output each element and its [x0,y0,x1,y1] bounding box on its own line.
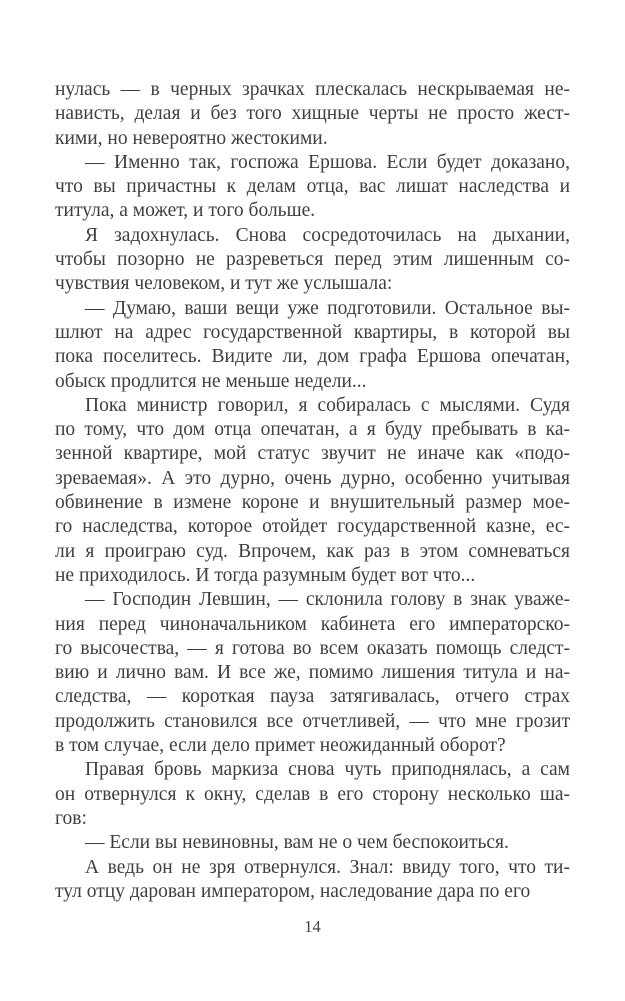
text-line: пока поселитесь. Видите ли, дом графа Ершова опечатан, [55,346,570,368]
text-line: гов: [55,807,87,829]
text-line: чтобы позорно не разреветься перед этим лишенным со- [55,249,570,271]
text-line: Я задохнулась. Снова сосредоточилась на дыхании, [85,224,570,246]
text-line: — Господин Левшин, — склонила голову в знак уваже- [85,589,570,611]
text-line: го высочества, — я готова во всем оказать помощь следст- [55,637,570,659]
text-line: чувствия человеком, и тут же услышала: [55,273,393,295]
text-line: ния перед чиноначальником кабинета его императорско- [55,613,570,635]
paragraph [55,831,570,855]
text-block [55,78,570,904]
text-line: — Если вы невиновны, вам не о чем беспокоиться. [85,832,509,854]
text-line: го наследства, которое отойдет государственной казне, ес- [55,516,570,538]
paragraph [55,78,570,151]
text-line: зенной квартире, мой статус звучит не иначе как «подо- [55,443,570,465]
text-line: нулась — в черных зрачках плескалась нескрываемая не- [55,79,570,100]
text-line: шлют на адрес государственной квартиры, в которой вы [55,321,570,343]
text-line: он отвернулся к окну, сделав в его сторону несколько ша- [55,783,570,805]
paragraph [55,394,570,588]
text-line: Пока министр говорил, я собиралась с мыслями. Судя [85,394,570,416]
text-line: вию и лично вам. И все же, помимо лишения титула и на- [55,662,570,684]
text-line: Правая бровь маркиза снова чуть приподнялась, а сам [85,759,570,781]
text-line: не приходилось. И тогда разумным будет вот что... [55,564,476,586]
paragraph [55,297,570,394]
paragraph [55,758,570,831]
text-line: кими, но невероятно жестокими. [55,127,328,149]
page-number: 14 [304,917,321,937]
paragraph [55,856,570,905]
paragraph [55,224,570,297]
text-line: в том случае, если дело примет неожиданный оборот? [55,735,506,757]
text-line: нависть, делая и без того хищные черты не просто жест- [55,103,570,125]
text-line: что вы причастны к делам отца, вас лишат наследства и [55,176,570,198]
paragraph [55,588,570,758]
text-line: обвинение в измене короне и внушительный размер мое- [55,492,570,514]
text-line: — Думаю, ваши вещи уже подготовили. Остальное вы- [85,297,570,319]
text-line: следства, — короткая пауза затягивалась, отчего страх [55,686,570,708]
text-line: — Именно так, госпожа Ершова. Если будет доказано, [85,151,570,173]
text-line: тул отцу дарован императором, наследование дара по его [55,880,531,902]
text-line: А ведь он не зря отвернулся. Знал: ввиду того, что ти- [85,856,570,878]
paragraph [55,151,570,224]
text-line: продолжить становился все отчетливей, — что мне грозит [55,710,570,732]
text-line: по тому, что дом отца опечатан, а я буду пребывать в ка- [55,419,570,441]
text-line: обыск продлится не меньше недели... [55,370,367,392]
text-line: ли я проиграю суд. Впрочем, как раз в этом сомневаться [55,540,570,562]
text-line: зреваемая». А это дурно, очень дурно, особенно учитывая [55,467,570,489]
text-line: титула, а может, и того больше. [55,200,316,222]
